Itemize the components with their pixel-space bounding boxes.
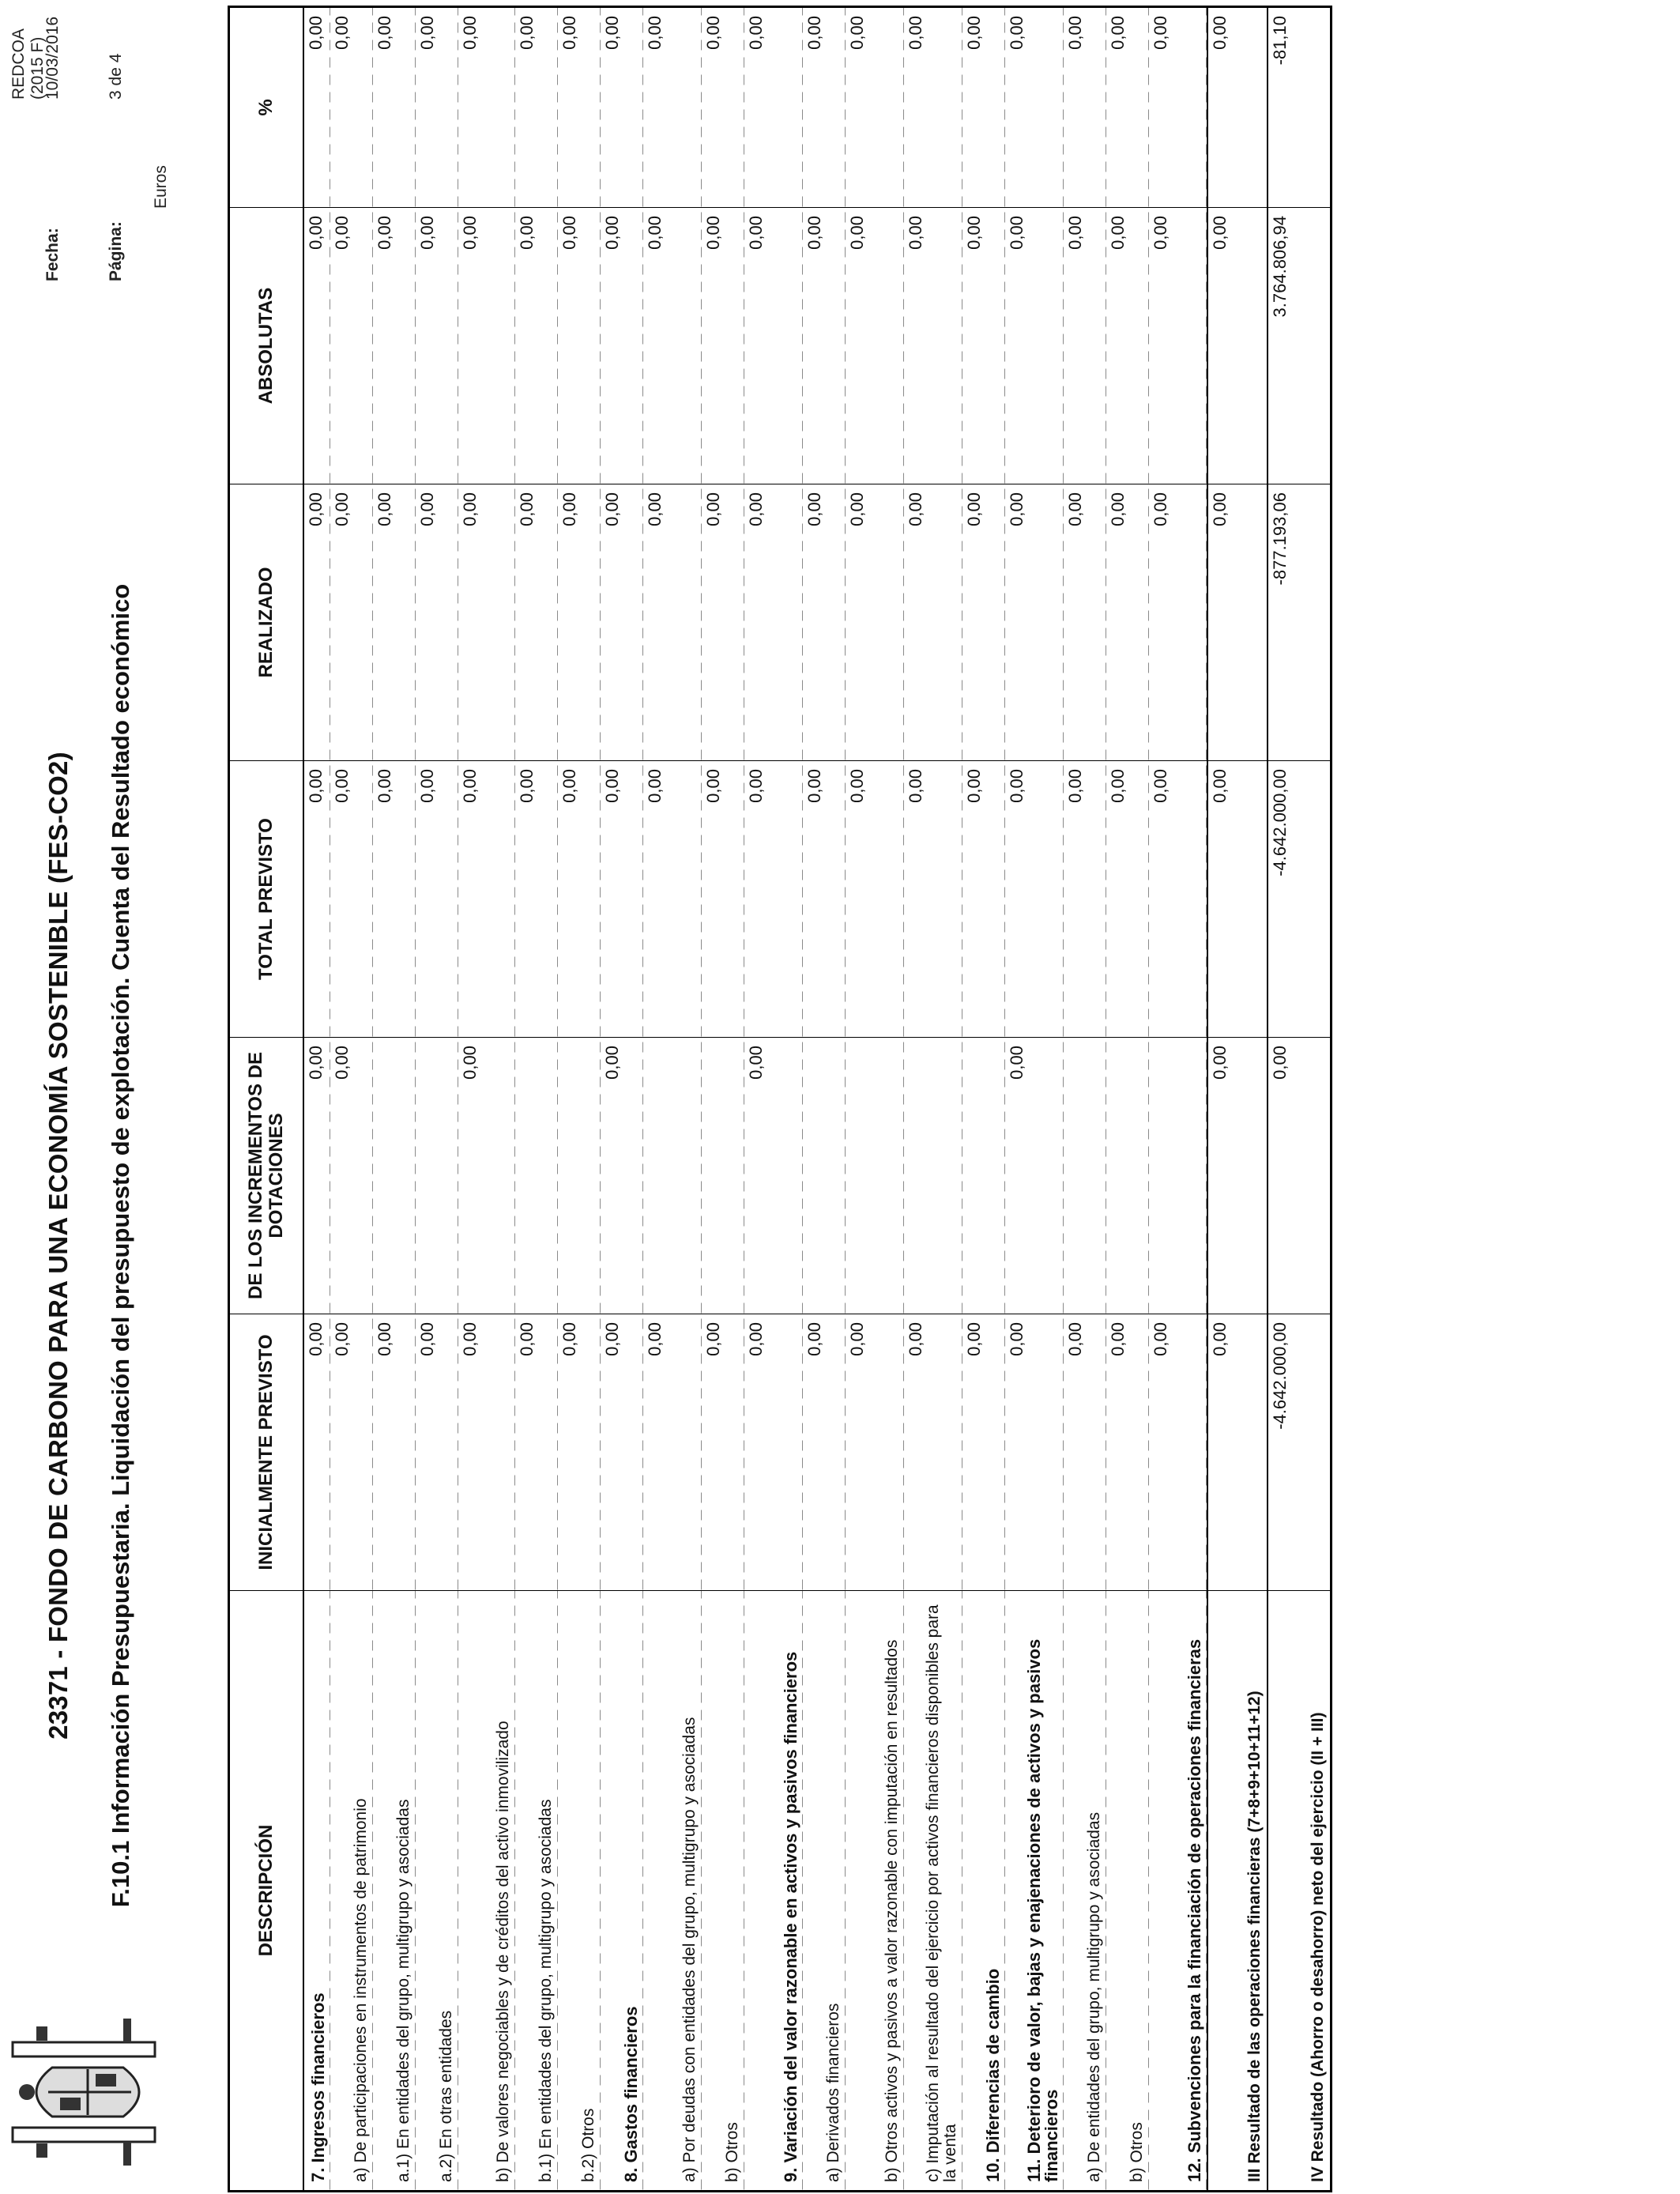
cell-incr <box>1149 1038 1207 1314</box>
col-header-descripcion: DESCRIPCIÓN <box>229 1591 304 2192</box>
table-header <box>229 7 304 2192</box>
cell-real: -877.193,06 <box>1268 484 1331 761</box>
cell-real: 0,00 <box>458 484 515 761</box>
cell-total: 0,00 <box>702 761 744 1038</box>
cell-incr <box>962 1038 1005 1314</box>
cell-incr: 0,00 <box>601 1038 643 1314</box>
row-description: III Resultado de las operaciones financieras (7+8+9+10+11+12) <box>1207 1591 1268 2192</box>
cell-abs: 3.764.806,94 <box>1268 208 1331 484</box>
row-description: a) De entidades del grupo, multigrupo y asociadas <box>1064 1591 1106 2192</box>
cell-inicial: 0,00 <box>458 1314 515 1591</box>
cell-total: 0,00 <box>373 761 416 1038</box>
cell-real: 0,00 <box>558 484 601 761</box>
cell-real: 0,00 <box>373 484 416 761</box>
cell-inicial: 0,00 <box>744 1314 803 1591</box>
cell-real: 0,00 <box>1064 484 1106 761</box>
row-description: 11. Deterioro de valor, bajas y enajenaciones de activos y pasivos financieros <box>1005 1591 1064 2192</box>
cell-incr: 0,00 <box>1005 1038 1064 1314</box>
cell-pct: 0,00 <box>303 7 330 208</box>
cell-pct: 0,00 <box>1005 7 1064 208</box>
coat-of-arms-icon <box>5 1995 172 2189</box>
cell-total: 0,00 <box>330 761 373 1038</box>
cell-total: 0,00 <box>458 761 515 1038</box>
col-header-percent: % <box>229 7 304 208</box>
cell-inicial: 0,00 <box>803 1314 846 1591</box>
fecha-label: Fecha: <box>43 228 62 281</box>
cell-real: 0,00 <box>1106 484 1149 761</box>
cell-abs: 0,00 <box>803 208 846 484</box>
cell-pct: 0,00 <box>643 7 702 208</box>
cell-pct: 0,00 <box>515 7 558 208</box>
cell-incr: 0,00 <box>1268 1038 1331 1314</box>
cell-inicial: 0,00 <box>330 1314 373 1591</box>
cell-real: 0,00 <box>1207 484 1268 761</box>
cell-inicial: 0,00 <box>846 1314 904 1591</box>
cell-inicial: 0,00 <box>1005 1314 1064 1591</box>
row-description: a) Por deudas con entidades del grupo, multigrupo y asociadas <box>643 1591 702 2192</box>
cell-total: 0,00 <box>558 761 601 1038</box>
cell-total: 0,00 <box>601 761 643 1038</box>
table-body <box>303 7 1331 2192</box>
row-description: 8. Gastos financieros <box>601 1591 643 2192</box>
cell-inicial: 0,00 <box>904 1314 962 1591</box>
row-description: c) Imputación al resultado del ejercicio por activos financieros disponibles para la venta <box>904 1591 962 2192</box>
cell-incr: 0,00 <box>330 1038 373 1314</box>
cell-real: 0,00 <box>962 484 1005 761</box>
cell-inicial: 0,00 <box>303 1314 330 1591</box>
cell-inicial: 0,00 <box>515 1314 558 1591</box>
cell-incr: 0,00 <box>303 1038 330 1314</box>
currency-label: Euros <box>152 165 170 209</box>
table-row <box>416 7 458 2192</box>
cell-abs: 0,00 <box>643 208 702 484</box>
cell-inicial: 0,00 <box>1106 1314 1149 1591</box>
budget-table <box>228 6 1332 2192</box>
row-description: b) Otros activos y pasivos a valor razonable con imputación en resultados <box>846 1591 904 2192</box>
cell-pct: 0,00 <box>601 7 643 208</box>
cell-real: 0,00 <box>803 484 846 761</box>
cell-inicial: 0,00 <box>643 1314 702 1591</box>
row-description: b) Otros <box>1106 1591 1149 2192</box>
row-description: b.1) En entidades del grupo, multigrupo y asociadas <box>515 1591 558 2192</box>
cell-pct: 0,00 <box>846 7 904 208</box>
cell-abs: 0,00 <box>330 208 373 484</box>
cell-total: 0,00 <box>416 761 458 1038</box>
cell-inicial: 0,00 <box>702 1314 744 1591</box>
cell-pct: 0,00 <box>558 7 601 208</box>
cell-total: -4.642.000,00 <box>1268 761 1331 1038</box>
cell-pct: 0,00 <box>803 7 846 208</box>
cell-abs: 0,00 <box>458 208 515 484</box>
table-row <box>643 7 702 2192</box>
pagina-value: 3 de 4 <box>107 53 125 100</box>
cell-pct: 0,00 <box>904 7 962 208</box>
cell-pct: 0,00 <box>1064 7 1106 208</box>
cell-inicial: -4.642.000,00 <box>1268 1314 1331 1591</box>
table-row <box>702 7 744 2192</box>
cell-pct: 0,00 <box>373 7 416 208</box>
row-description: b) Otros <box>702 1591 744 2192</box>
cell-inicial: 0,00 <box>1207 1314 1268 1591</box>
cell-incr <box>1106 1038 1149 1314</box>
table-row <box>1064 7 1106 2192</box>
cell-total: 0,00 <box>1207 761 1268 1038</box>
cell-pct: -81,10 <box>1268 7 1331 208</box>
cell-total: 0,00 <box>1005 761 1064 1038</box>
cell-inicial: 0,00 <box>962 1314 1005 1591</box>
cell-total: 0,00 <box>962 761 1005 1038</box>
cell-abs: 0,00 <box>1005 208 1064 484</box>
table-row <box>330 7 373 2192</box>
cell-inicial: 0,00 <box>1064 1314 1106 1591</box>
cell-abs: 0,00 <box>1207 208 1268 484</box>
cell-pct: 0,00 <box>1207 7 1268 208</box>
cell-incr <box>643 1038 702 1314</box>
cell-pct: 0,00 <box>702 7 744 208</box>
col-header-absolutas: ABSOLUTAS <box>229 208 304 484</box>
table-row <box>303 7 330 2192</box>
cell-abs: 0,00 <box>1149 208 1207 484</box>
table-row <box>846 7 904 2192</box>
cell-incr <box>846 1038 904 1314</box>
cell-real: 0,00 <box>643 484 702 761</box>
cell-real: 0,00 <box>416 484 458 761</box>
table-row <box>558 7 601 2192</box>
cell-incr <box>1064 1038 1106 1314</box>
cell-abs: 0,00 <box>702 208 744 484</box>
cell-real: 0,00 <box>846 484 904 761</box>
cell-abs: 0,00 <box>846 208 904 484</box>
pagina-label: Página: <box>107 221 125 281</box>
row-description: b.2) Otros <box>558 1591 601 2192</box>
cell-abs: 0,00 <box>601 208 643 484</box>
report-code: REDCOA (2015 F) <box>9 29 47 100</box>
table-row <box>744 7 803 2192</box>
cell-inicial: 0,00 <box>601 1314 643 1591</box>
cell-pct: 0,00 <box>1106 7 1149 208</box>
cell-inicial: 0,00 <box>558 1314 601 1591</box>
table-row <box>458 7 515 2192</box>
cell-real: 0,00 <box>1005 484 1064 761</box>
cell-inicial: 0,00 <box>416 1314 458 1591</box>
cell-real: 0,00 <box>303 484 330 761</box>
cell-incr <box>515 1038 558 1314</box>
cell-incr: 0,00 <box>744 1038 803 1314</box>
cell-abs: 0,00 <box>1106 208 1149 484</box>
table-row <box>1268 7 1331 2192</box>
cell-abs: 0,00 <box>303 208 330 484</box>
cell-total: 0,00 <box>1064 761 1106 1038</box>
col-header-incrementos: DE LOS INCREMENTOS DE DOTACIONES <box>229 1038 304 1314</box>
cell-pct: 0,00 <box>458 7 515 208</box>
row-description: a.2) En otras entidades <box>416 1591 458 2192</box>
cell-incr <box>416 1038 458 1314</box>
cell-abs: 0,00 <box>558 208 601 484</box>
cell-total: 0,00 <box>515 761 558 1038</box>
cell-inicial: 0,00 <box>1149 1314 1207 1591</box>
cell-total: 0,00 <box>303 761 330 1038</box>
table-row <box>803 7 846 2192</box>
table-row <box>962 7 1005 2192</box>
cell-incr <box>702 1038 744 1314</box>
row-description: 12. Subvenciones para la financiación de operaciones financieras <box>1149 1591 1207 2192</box>
cell-total: 0,00 <box>744 761 803 1038</box>
cell-incr <box>373 1038 416 1314</box>
cell-incr: 0,00 <box>458 1038 515 1314</box>
report-subtitle: F.10.1 Información Presupuestaria. Liquidación del presupuesto de explotación. Cuenta del Resultado económico <box>107 583 134 1908</box>
table-row <box>1106 7 1149 2192</box>
cell-abs: 0,00 <box>515 208 558 484</box>
cell-real: 0,00 <box>515 484 558 761</box>
cell-real: 0,00 <box>330 484 373 761</box>
cell-total: 0,00 <box>643 761 702 1038</box>
col-header-inicialmente-previsto: INICIALMENTE PREVISTO <box>229 1314 304 1591</box>
report-title: 23371 - FONDO DE CARBONO PARA UNA ECONOMÍA SOSTENIBLE (FES-CO2) <box>43 752 73 1740</box>
row-description: a) De participaciones en instrumentos de patrimonio <box>330 1591 373 2192</box>
cell-pct: 0,00 <box>962 7 1005 208</box>
cell-incr: 0,00 <box>1207 1038 1268 1314</box>
table-row <box>373 7 416 2192</box>
cell-abs: 0,00 <box>416 208 458 484</box>
cell-pct: 0,00 <box>1149 7 1207 208</box>
table-row <box>1207 7 1268 2192</box>
cell-total: 0,00 <box>846 761 904 1038</box>
cell-incr <box>558 1038 601 1314</box>
row-description: 9. Variación del valor razonable en activos y pasivos financieros <box>744 1591 803 2192</box>
cell-total: 0,00 <box>803 761 846 1038</box>
cell-abs: 0,00 <box>962 208 1005 484</box>
cell-pct: 0,00 <box>744 7 803 208</box>
cell-real: 0,00 <box>1149 484 1207 761</box>
table-row <box>904 7 962 2192</box>
cell-abs: 0,00 <box>373 208 416 484</box>
cell-real: 0,00 <box>702 484 744 761</box>
table-row <box>515 7 558 2192</box>
row-description: a.1) En entidades del grupo, multigrupo y asociadas <box>373 1591 416 2192</box>
cell-pct: 0,00 <box>330 7 373 208</box>
col-header-realizado: REALIZADO <box>229 484 304 761</box>
cell-total: 0,00 <box>1106 761 1149 1038</box>
cell-real: 0,00 <box>601 484 643 761</box>
row-description: a) Derivados financieros <box>803 1591 846 2192</box>
table-row <box>601 7 643 2192</box>
cell-pct: 0,00 <box>416 7 458 208</box>
cell-total: 0,00 <box>1149 761 1207 1038</box>
cell-real: 0,00 <box>744 484 803 761</box>
table-row <box>1149 7 1207 2192</box>
table-row <box>1005 7 1064 2192</box>
cell-abs: 0,00 <box>1064 208 1106 484</box>
cell-real: 0,00 <box>904 484 962 761</box>
cell-incr <box>904 1038 962 1314</box>
row-description: IV Resultado (Ahorro o desahorro) neto del ejercicio (II + III) <box>1268 1591 1331 2192</box>
cell-total: 0,00 <box>904 761 962 1038</box>
cell-abs: 0,00 <box>904 208 962 484</box>
row-description: b) De valores negociables y de créditos del activo inmovilizado <box>458 1591 515 2192</box>
row-description: 10. Diferencias de cambio <box>962 1591 1005 2192</box>
cell-abs: 0,00 <box>744 208 803 484</box>
cell-incr <box>803 1038 846 1314</box>
row-description: 7. Ingresos financieros <box>303 1591 330 2192</box>
col-header-total-previsto: TOTAL PREVISTO <box>229 761 304 1038</box>
fecha-value: 10/03/2016 <box>43 16 62 100</box>
cell-inicial: 0,00 <box>373 1314 416 1591</box>
